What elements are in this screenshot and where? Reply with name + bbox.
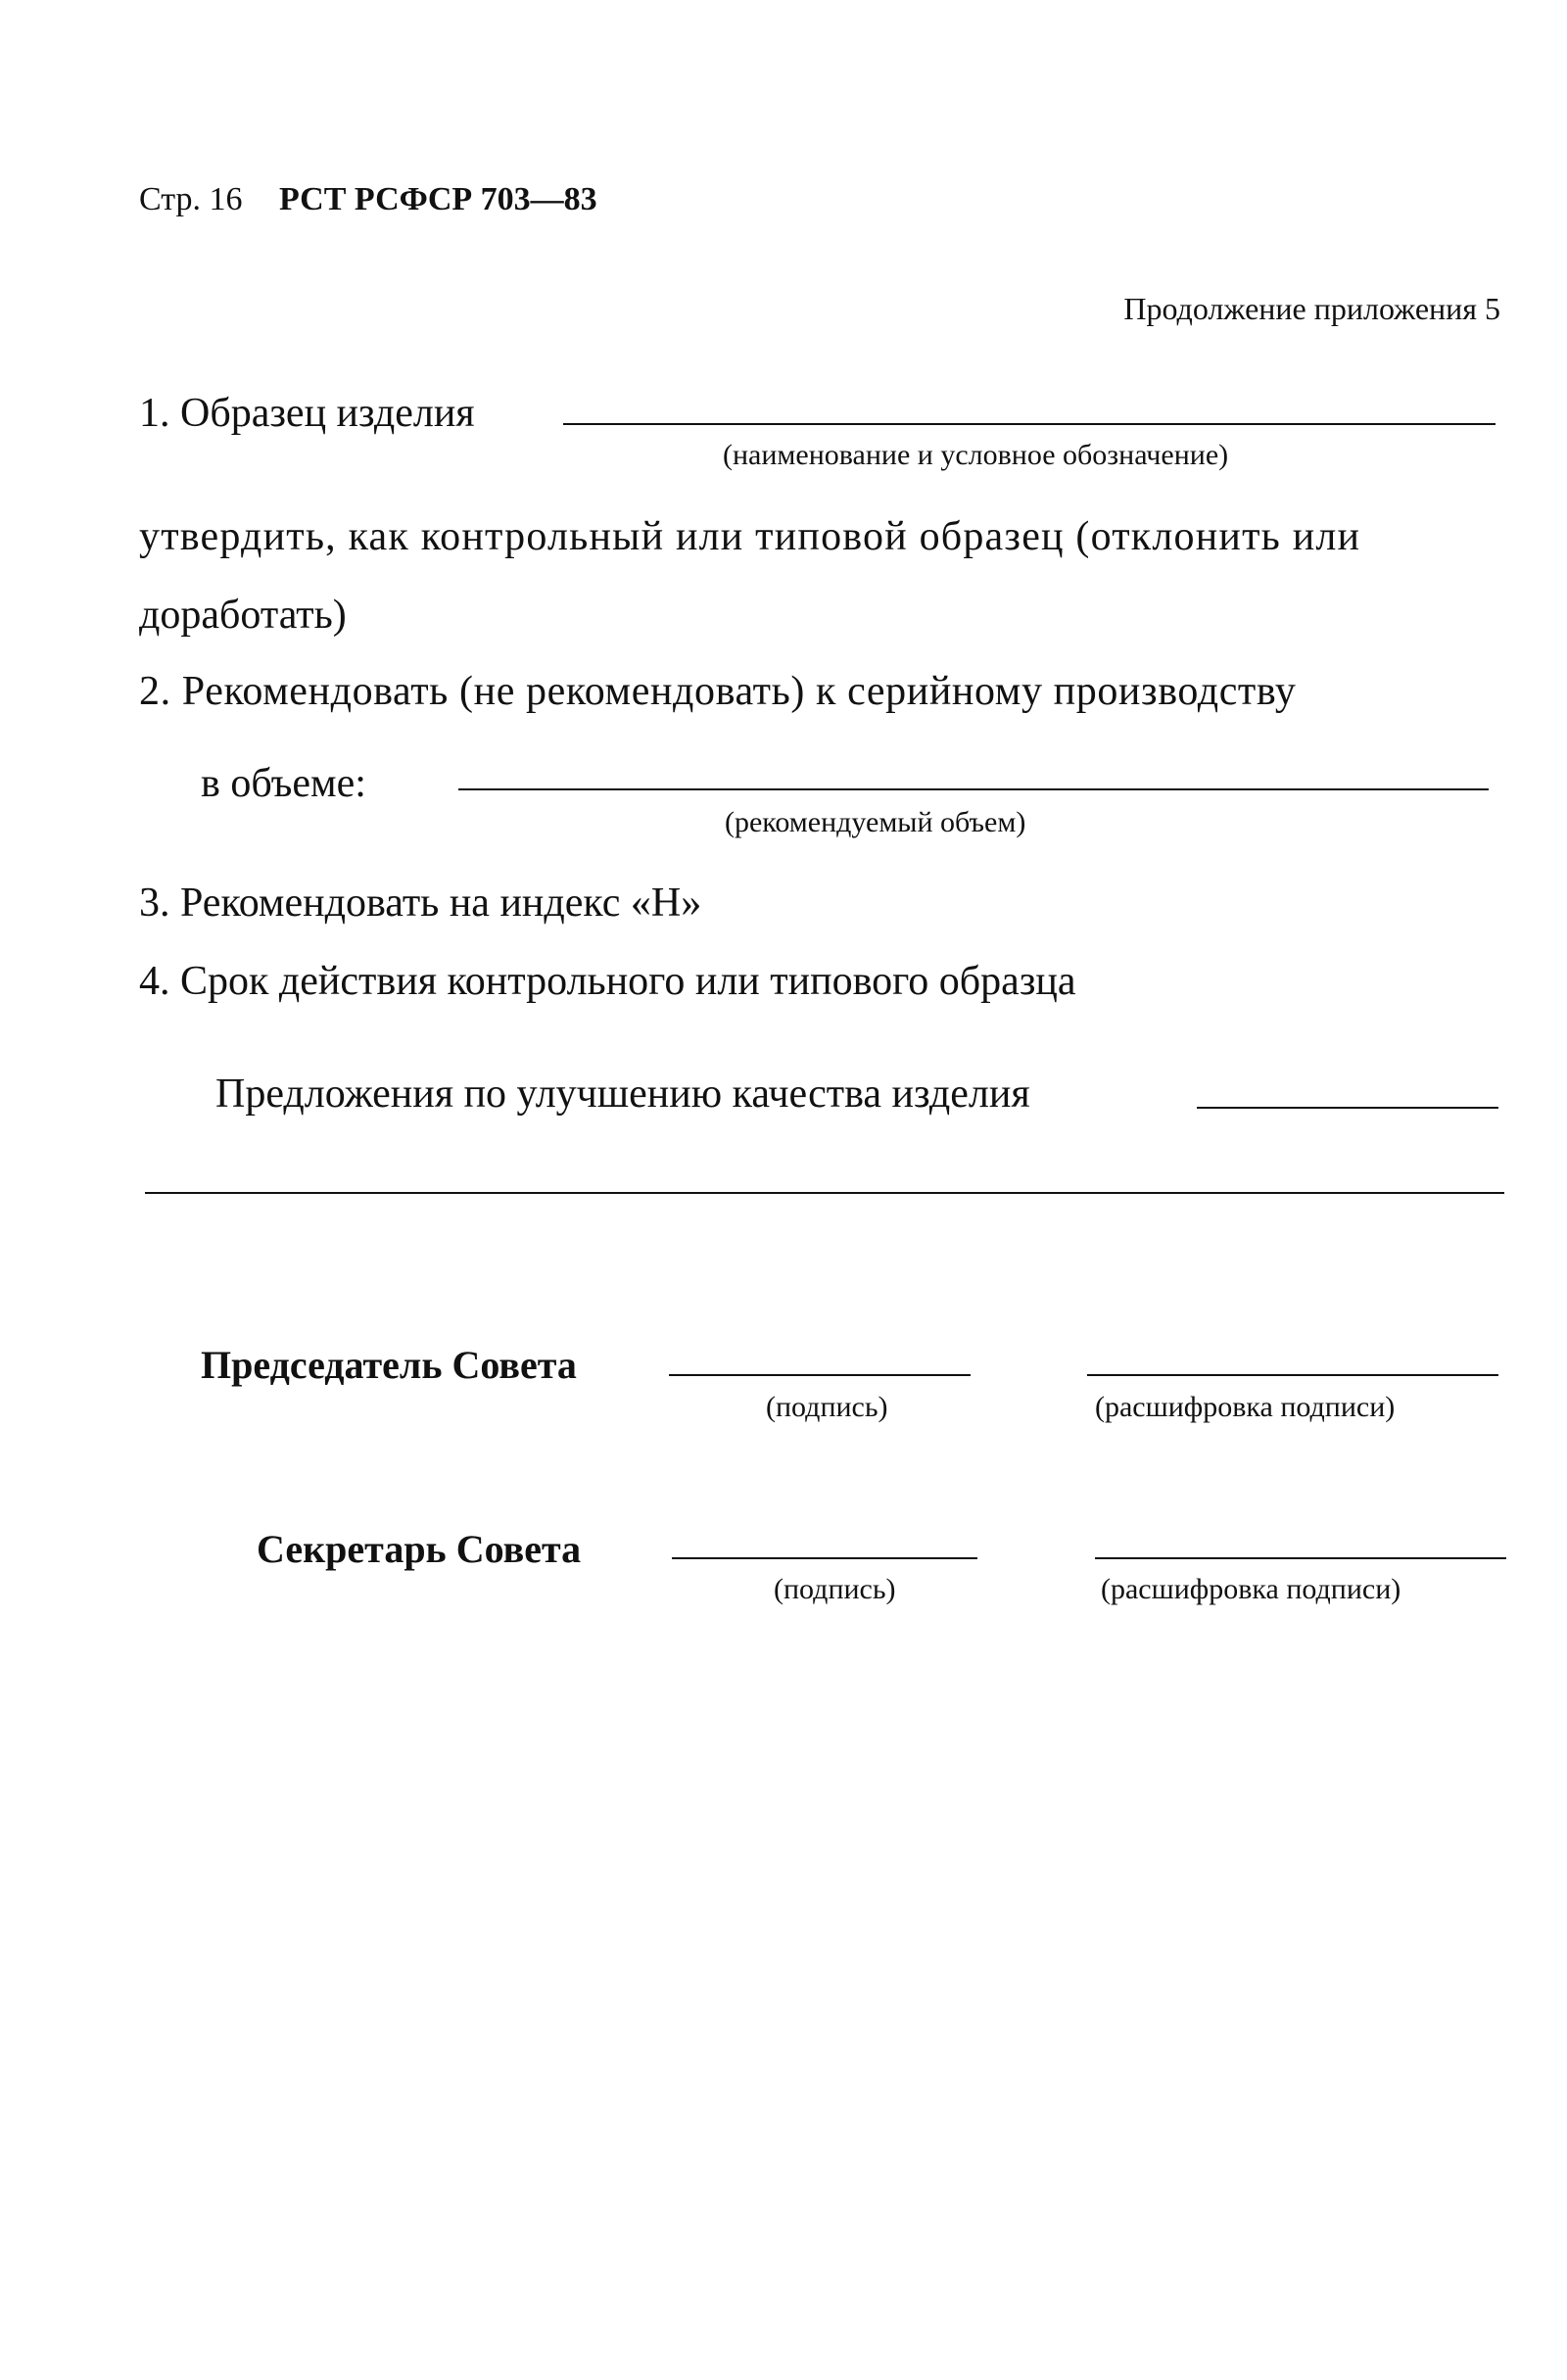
chairman-sign-caption: (подпись) bbox=[766, 1391, 888, 1423]
item1-label: 1. Образец изделия bbox=[139, 391, 475, 436]
chairman-decode-line bbox=[1087, 1374, 1498, 1376]
proposals-line bbox=[1197, 1107, 1498, 1109]
secretary-sign-line bbox=[672, 1557, 977, 1559]
item1-name-line bbox=[563, 423, 1496, 425]
secretary-sign-caption: (подпись) bbox=[774, 1573, 896, 1605]
item1-line2: утвердить, как контрольный или типовой образец (отклонить или bbox=[139, 514, 1361, 559]
page-number: Стр. 16 bbox=[139, 181, 243, 217]
chairman-sign-line bbox=[669, 1374, 971, 1376]
item2-volume-label: в объеме: bbox=[201, 761, 366, 806]
item2-label: 2. Рекомендовать (не рекомендовать) к серийному производству bbox=[139, 669, 1297, 714]
standard-code: РСТ РСФСР 703—83 bbox=[279, 181, 597, 217]
item2-volume-line bbox=[458, 788, 1489, 790]
secretary-label: Секретарь Совета bbox=[257, 1527, 582, 1571]
proposals-line-2 bbox=[145, 1192, 1504, 1194]
item3: 3. Рекомендовать на индекс «Н» bbox=[139, 881, 702, 926]
chairman-label: Председатель Совета bbox=[201, 1343, 577, 1387]
chairman-decode-caption: (расшифровка подписи) bbox=[1095, 1391, 1396, 1423]
continuation-note: Продолжение приложения 5 bbox=[1123, 291, 1500, 326]
proposals-label: Предложения по улучшению качества изделия bbox=[215, 1071, 1030, 1117]
item1-caption: (наименование и условное обозначение) bbox=[723, 439, 1229, 471]
item1-line3: доработать) bbox=[139, 593, 347, 638]
item4: 4. Срок действия контрольного или типового образца bbox=[139, 959, 1076, 1004]
item2-caption: (рекомендуемый объем) bbox=[725, 806, 1026, 838]
secretary-decode-line bbox=[1095, 1557, 1506, 1559]
secretary-decode-caption: (расшифровка подписи) bbox=[1101, 1573, 1401, 1605]
